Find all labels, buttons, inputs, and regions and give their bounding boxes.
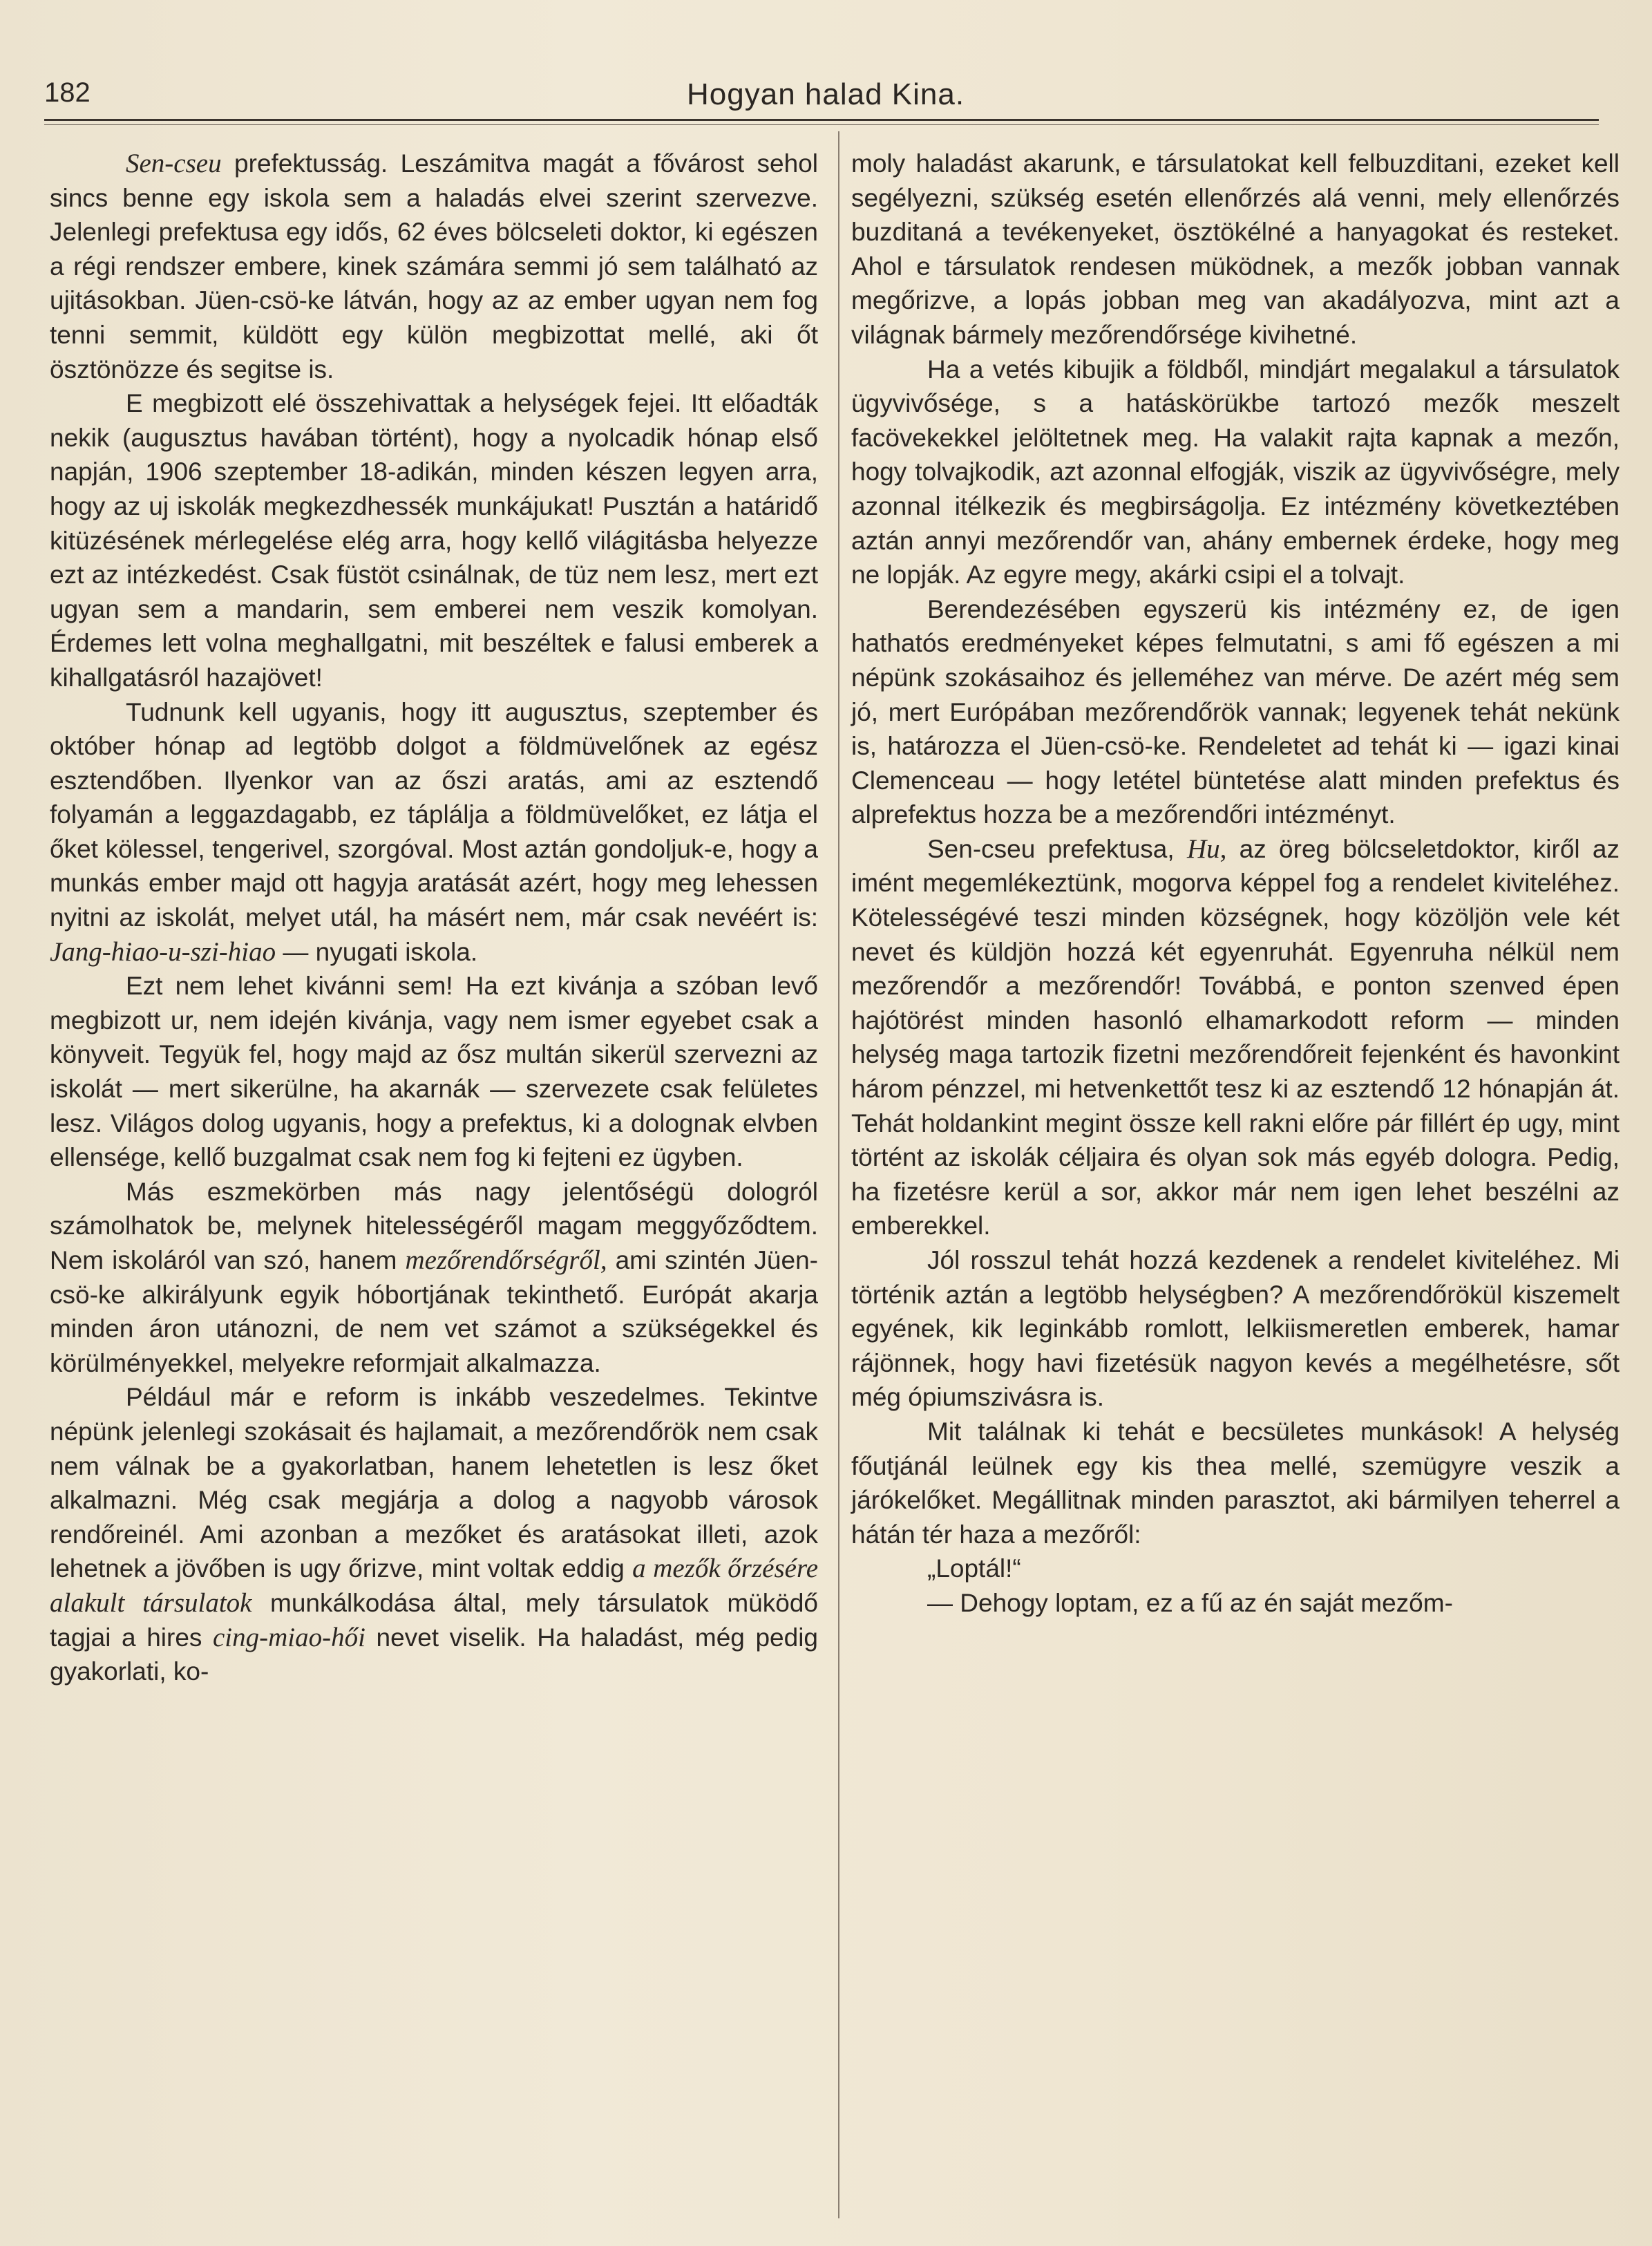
paragraph (50, 1380, 818, 1688)
paragraph (50, 695, 818, 970)
paragraph: Ha a vetés kibujik a földből, mindjárt megalakul a társulatok ügyvivősége, s a hatáskörükbe tartozó mezők meszelt facövekekkel jelöltetnek meg. Ha valakit rajta kapnak a mezőn, hogy tolvajkodik, azt azonnal elfogják, viszik az ügyvivőségre, mely azonnal itélkezik és megbirságolja. Ez intézmény következtében aztán annyi mezőrendőr van, ahány embernek érdeke, hogy meg ne lopják. Az egyre megy, akárki csipi el a tolvajt. (851, 355, 1620, 589)
italic-text: cing-miao-hői (213, 1622, 365, 1652)
italic-text: Jang-hiao-u-szi-hiao (50, 936, 276, 967)
paragraph (851, 832, 1620, 1243)
paragraph: Mit találnak ki tehát e becsületes munkások! A helység főutjánál leülnek egy kis thea mellé, szemügyre veszik a járókelőket. Megállitnak minden parasztot, aki bármilyen teherrel a hátán tér haza a mezőről: (851, 1417, 1620, 1549)
paragraph-text: az öreg bölcseletdoktor, kiről az imént megemlékeztünk, mogorva képpel fog a rendelet kiviteléhez. Kötelességévé teszi minden községnek, hogy közöljön vele két nevet és küldjön hozzá két egyenruhát. Egyenruha nélkül nem mezőrendőr a mezőrendőr! Továbbá, e ponton szenved épen hajótörést minden hasonló elhamarkodott reform — minden helység maga tartozik fizetni mezőrendőreit fejenként és havonkint három pénzzel, mi hetvenkettőt tesz ki az esztendő 12 hónapján át. Tehát holdankint megint össze kell rakni előre pár fillért ép ugy, mint történt az iskolák céljaira és olyan sok más egyéb dologra. Pedig, ha fizetésre kerül a sor, akkor már nem igen lehet beszélni az emberekkel. (851, 834, 1620, 1240)
paragraph-text: Tudnunk kell ugyanis, hogy itt augusztus, szeptember és október hónap ad legtöbb dolgot a földmüvelőnek az egész esztendőben. Ilyenkor van az őszi aratás, ami az esztendő folyamán a leggazdagabb, ez táplálja a földmüvelőket, ez látja el őket kölessel, tengerivel, szorgóval. Most aztán gondoljuk-e, hogy a munkás ember majd ott hagyja aratását azért, hogy meg lehessen nyitni az iskolát, melyet utál, ha másért nem, már csak nevéért is: (50, 697, 818, 932)
paragraph-text: nevet viselik. Ha haladást, még pedig gyakorlati, ko- (50, 1623, 818, 1686)
page-header (44, 77, 1599, 119)
paragraph-text: Sen-cseu prefektusa, (927, 834, 1187, 863)
paragraph: Jól rosszul tehát hozzá kezdenek a rendelet kiviteléhez. Mi történik aztán a legtöbb helységben? A mezőrendőrökül kiszemelt egyének, kik leginkább romlott, lelkiismeretlen emberek, hamar rájönnek, hogy havi fizetésük nagyon kevés a megélhetésre, sőt még ópiumszivásra is. (851, 1246, 1620, 1412)
right-column (851, 147, 1620, 1621)
italic-text: Hu, (1186, 833, 1227, 864)
paragraph (50, 1175, 818, 1381)
italic-text: Sen-cseu (126, 149, 222, 178)
left-column (50, 147, 818, 1689)
paragraph-text: — nyugati iskola. (276, 937, 478, 966)
paragraph: Berendezésében egyszerü kis intézmény ez, de igen hathatós eredményeket képes felmutatni, s ami fő egészen a mi népünk szokásaihoz és jelleméhez van mérve. De azért még sem jó, mert Európában mezőrendőrök vannak; legyenek tehát nekünk is, határozza el Jüen-csö-ke. Rendeletet ad tehát ki — igazi kinai Clemenceau — hogy letétel büntetése alatt minden prefektus és alprefektus hozza be a mezőrendőri intézményt. (851, 594, 1620, 829)
page-number: 182 (44, 77, 91, 108)
header-rule (44, 119, 1599, 121)
paragraph-text: prefektusság. Leszámitva magát a fővárost sehol sincs benne egy iskola sem a haladás elvei szerint szervezve. Jelenlegi prefektusa egy idős, 62 éves bölcseleti doktor, ki egészen a régi rendszer embere, kinek számára semmi jó sem található az ujitásokban. Jüen-csö-ke látván, hogy az az ember ugyan nem fog tenni semmit, küldött egy külön megbizottat mellé, aki őt ösztönözze és segitse is. (50, 149, 818, 384)
paragraph: moly haladást akarunk, e társulatokat kell felbuzditani, ezeket kell segélyezni, szükség esetén ellenőrzés alá venni, mely ellenőrzés buzditaná a tevékenyeket, ösztökélné a hanyagokat és resteket. Ahol e társulatok rendesen müködnek, a mezők jobban vannak megőrizve, a lopás jobban meg van akadályozva, mint azt a világnak bármely mezőrendőrsége kivihetné. (851, 149, 1620, 349)
italic-text: mezőrendőrségről, (405, 1245, 607, 1275)
column-divider (838, 131, 839, 2218)
dialogue-line: — Dehogy loptam, ez a fű az én saját mezőm- (927, 1588, 1453, 1617)
paragraph-text: Például már e reform is inkább veszedelmes. Tekintve népünk jelenlegi szokásait és hajlamait, a mezőrendőrök nem csak nem válnak be a gyakorlatban, hanem lehetetlen is lesz őket alkalmazni. Még csak megjárja a dolog a nagyobb városok rendőreinél. Ami azonban a mezőket és aratásokat illeti, azok lehetnek a jövőben is ugy őrizve, mint voltak eddig (50, 1383, 818, 1583)
running-title: Hogyan halad Kina. (687, 77, 965, 111)
paragraph: E megbizott elé összehivattak a helységek fejei. Itt előadták nekik (augusztus havában történt), hogy a nyolcadik hónap első napján, 1906 szeptember 18-adikán, minden készen legyen arra, hogy az uj iskolák megkezdhessék munkájukat! Pusztán a határidő kitüzésének mérlegelése elég arra, hogy kellő világitásba helyezze ezt az intézkedést. Csak füstöt csinálnak, de tüz nem lesz, mert ezt ugyan sem a mandarin, sem emberei nem veszik komolyan. Érdemes lett volna meghallgatni, mit beszéltek e falusi emberek a kihallgatásról hazajövet! (50, 389, 818, 692)
header-rule-thin (44, 124, 1599, 125)
paragraph: Ezt nem lehet kivánni sem! Ha ezt kivánja a szóban levő megbizott ur, nem idején kivánja, vagy nem ismer egyebet csak a könyveit. Tegyük fel, hogy majd az ősz multán sikerül szervezni az iskolát — mert sikerülne, ha akarnák — szervezete csak felületes lesz. Világos dolog ugyanis, hogy a prefektus, ki a dolognak elvben ellensége, kellő buzgalmat csak nem fog ki fejteni ez ügyben. (50, 972, 818, 1172)
paragraph (50, 147, 818, 386)
paragraph-text: ami szintén Jüen-csö-ke alkirályunk egyik hóbortjának tekinthető. Európát akarja minden áron utánozni, de nem vet számot a szükségekkel és körülményekkel, melyekre reformjait alkalmazza. (50, 1246, 818, 1377)
italic-text: a mezők őrzésére alakult társulatok (50, 1554, 819, 1618)
paragraph-text: munkálkodása által, mely társulatok müködő tagjai a hires (50, 1588, 818, 1652)
paragraph-text: Más eszmekörben más nagy jelentőségü dologról számolhatok be, melynek hitelességéről magam meggyőződtem. Nem iskoláról van szó, hanem (50, 1177, 818, 1274)
dialogue-line: „Loptál!“ (927, 1554, 1021, 1583)
